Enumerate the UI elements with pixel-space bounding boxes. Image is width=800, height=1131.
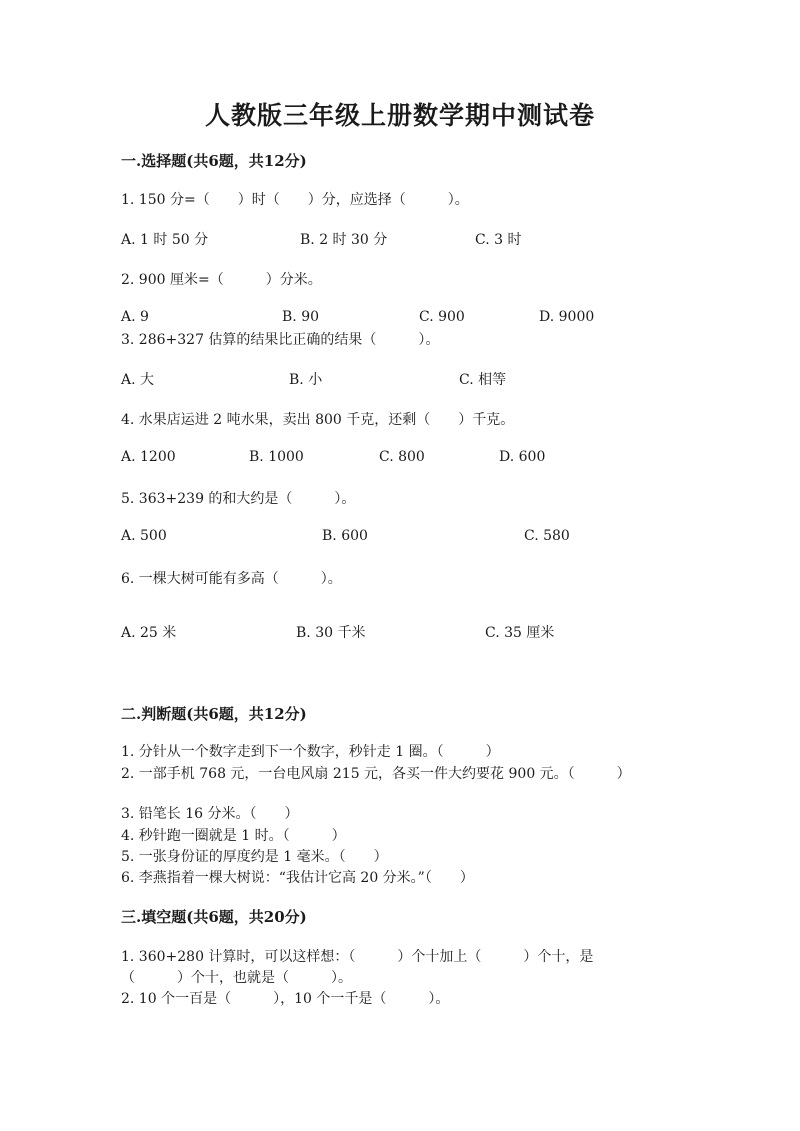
option: B. 2 时 30 分 bbox=[300, 232, 388, 248]
page-title: 人教版三年级上册数学期中测试卷 bbox=[204, 101, 595, 130]
option: A. 大 bbox=[121, 372, 155, 388]
question-text: 1. 360+280 计算时，可以这样想：（ ）个十加上（ ）个十，是 bbox=[121, 949, 594, 965]
question-continuation: （ ）个十，也就是（ ）。 bbox=[121, 970, 352, 986]
section-heading-choice: 一.选择题(共6题，共12分) bbox=[121, 152, 307, 170]
option: C. 800 bbox=[379, 449, 425, 465]
option: B. 90 bbox=[282, 309, 320, 325]
question-text: 4. 水果店运进 2 吨水果，卖出 800 千克，还剩（ ）千克。 bbox=[121, 412, 515, 428]
option: D. 9000 bbox=[539, 309, 595, 325]
question-text: 1. 分针从一个数字走到下一个数字，秒针走 1 圈。（ ） bbox=[121, 744, 500, 760]
question-text: 2. 一部手机 768 元，一台电风扇 215 元，各买一件大约要花 900 元。（ ） bbox=[121, 766, 631, 782]
option: B. 小 bbox=[289, 372, 323, 388]
question-text: 3. 铅笔长 16 分米。（ ） bbox=[121, 806, 299, 822]
section-heading-judgement: 二.判断题(共6题，共12分) bbox=[121, 705, 307, 723]
option: A. 1 时 50 分 bbox=[121, 232, 209, 248]
option: B. 1000 bbox=[249, 449, 304, 465]
option: D. 600 bbox=[499, 449, 546, 465]
question-text: 3. 286+327 估算的结果比正确的结果（ ）。 bbox=[121, 332, 440, 348]
section-heading-fill-blank: 三.填空题(共6题，共20分) bbox=[121, 908, 307, 926]
question-text: 2. 10 个一百是（ ），10 个一千是（ ）。 bbox=[121, 991, 450, 1007]
option: B. 600 bbox=[322, 528, 368, 544]
option: C. 900 bbox=[419, 309, 465, 325]
option: C. 35 厘米 bbox=[485, 625, 555, 641]
question-text: 1. 150 分=（ ）时（ ）分，应选择（ ）。 bbox=[121, 192, 469, 208]
option: A. 25 米 bbox=[121, 625, 177, 641]
option: A. 9 bbox=[121, 309, 149, 325]
option: C. 3 时 bbox=[475, 232, 522, 248]
option: A. 1200 bbox=[121, 449, 176, 465]
question-text: 6. 一棵大树可能有多高（ ）。 bbox=[121, 571, 342, 587]
option: B. 30 千米 bbox=[296, 625, 366, 641]
option: C. 580 bbox=[524, 528, 570, 544]
question-text: 6. 李燕指着一棵大树说：“我估计它高 20 分米。”（ ） bbox=[121, 870, 474, 886]
option: C. 相等 bbox=[459, 372, 507, 388]
question-text: 5. 363+239 的和大约是（ ）。 bbox=[121, 491, 356, 507]
question-text: 4. 秒针跑一圈就是 1 时。（ ） bbox=[121, 828, 346, 844]
question-text: 2. 900 厘米=（ ）分米。 bbox=[121, 272, 322, 288]
option: A. 500 bbox=[121, 528, 167, 544]
question-text: 5. 一张身份证的厚度约是 1 毫米。（ ） bbox=[121, 849, 388, 865]
